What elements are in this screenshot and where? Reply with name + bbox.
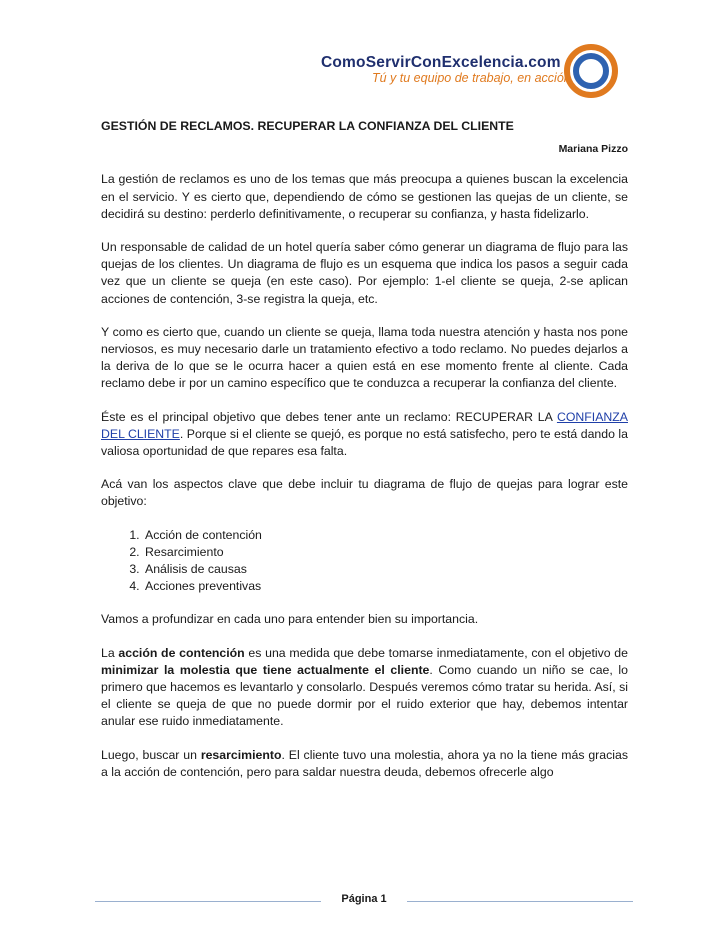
logo-ring-icon [562, 42, 620, 100]
document-title: GESTIÓN DE RECLAMOS. RECUPERAR LA CONFIANZA DEL CLIENTE [101, 119, 514, 133]
objective-text-before: Éste es el principal objetivo que debes tener ante un reclamo: RECUPERAR LA [101, 409, 557, 424]
paragraph-flow-diagram: Un responsable de calidad de un hotel quería saber cómo generar un diagrama de flujo para las quejas de los clientes. Un diagrama de flujo es un esquema que indica los pasos a seguir cada vez que un cliente se queja (en este caso). Por ejemplo: 1-el cliente se queja, 2-se aplican acciones de contención, 3-se registra la queja, etc. [101, 240, 628, 306]
logo-tagline: Tú y tu equipo de trabajo, en acción [372, 71, 571, 85]
containment-text-2: es una medida que debe tomarse inmediatamente, con el objetivo de [244, 645, 628, 660]
list-item: 3. Análisis de causas [143, 561, 628, 578]
document-body [101, 118, 628, 797]
footer-divider-right [407, 901, 633, 902]
compensation-text-2: . El cliente tuvo una molestia, ahora ya no la tiene más gracias a la acción de contención, pero para saldar nuestra deuda, debemos ofrecerle algo [101, 747, 628, 779]
paragraph-intro: La gestión de reclamos es uno de los temas que más preocupa a quienes buscan la excelencia en el servicio. Y es cierto que, dependiendo de cómo se gestionen las quejas de un cliente, se decidirá su destino: perderlo definitivamente, o recuperar su confianza, y hasta fidelizarlo. [101, 172, 628, 221]
page-footer [95, 893, 633, 911]
containment-text-3: . Como cuando un niño se cae, lo primero que hacemos es levantarlo y consolarlo. Después veremos cómo tratar su herida. Así, si el cliente se queja de que no puede dormir por el ruido exterior que hay, debemos intentar anular ese ruido inmediatamente. [101, 662, 628, 729]
document-author: Mariana Pizzo [558, 143, 628, 156]
paragraph-objective [101, 409, 628, 461]
compensation-text-1: Luego, buscar un [101, 747, 201, 762]
compensation-bold-1: resarcimiento [200, 747, 282, 762]
site-logo [318, 40, 618, 102]
objective-text-after: . Porque si el cliente se quejó, es porque no está satisfecho, pero te está dando la valiosa oportunidad de que repares esa falta. [101, 426, 628, 459]
paragraph-containment [101, 645, 628, 731]
containment-text-1: La [101, 645, 119, 660]
page-number: Página 1 [341, 893, 387, 905]
footer-divider-left [95, 901, 321, 902]
list-item: 1. Acción de contención [143, 527, 628, 544]
paragraph-treatment: Y como es cierto que, cuando un cliente se queja, llama toda nuestra atención y hasta nos pone nerviosos, es muy necesario darle un tratamiento efectivo a todo reclamo. No puedes dejarlos a la deriva de lo que se le ocurra hacer a quien está en ese momento frente al cliente. Cada reclamo debe ir por un camino específico que te conduzca a recuperar la confianza del cliente. [101, 324, 628, 391]
key-aspects-list [101, 527, 628, 596]
containment-bold-1: acción de contención [118, 645, 245, 660]
list-item: 2. Resarcimiento [143, 544, 628, 561]
confianza-del-cliente-link[interactable]: CONFIANZA DEL CLIENTE [101, 409, 628, 441]
logo-title: ComoServirConExcelencia.com [321, 54, 561, 71]
list-item: 4. Acciones preventivas [143, 578, 628, 595]
containment-bold-2: minimizar la molestia que tiene actualmente el cliente [101, 662, 430, 677]
paragraph-deepen: Vamos a profundizar en cada uno para entender bien su importancia. [101, 612, 479, 627]
paragraph-key-aspects: Acá van los aspectos clave que debe incluir tu diagrama de flujo de quejas para lograr este objetivo: [101, 477, 628, 509]
paragraph-compensation [101, 747, 628, 781]
